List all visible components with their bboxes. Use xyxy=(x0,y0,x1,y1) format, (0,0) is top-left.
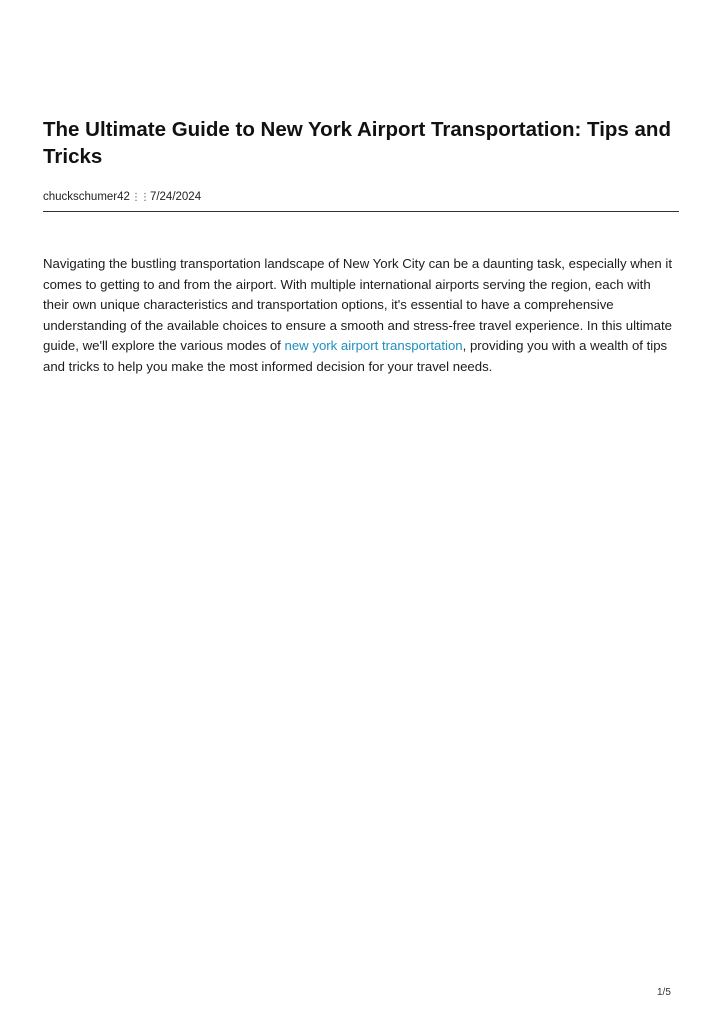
paragraph-text-before-link: Navigating the bustling transportation landscape of New York City can be a daunting task, especially when it comes to getting to and from the airport. With multiple international airports serving the region, each with their own unique characteristics and transportation options, it's essential to have a comprehensive understanding of the available choices to ensure a smooth and stress-free travel experience. In this ultimate guide, we'll explore the various modes of xyxy=(43,256,672,353)
article-paragraph xyxy=(43,254,679,377)
airport-transportation-link[interactable]: new york airport transportation xyxy=(284,338,463,353)
meta-separator-icon: ⋮⋮ xyxy=(130,192,149,203)
paragraph-text-after-link: , providing you with a wealth of tips and tricks to help you make the most informed decision for your travel needs. xyxy=(43,338,668,374)
publish-date: 7/24/2024 xyxy=(149,191,202,203)
page-title: The Ultimate Guide to New York Airport Transportation: Tips and Tricks xyxy=(43,118,671,168)
document-page xyxy=(43,0,679,1018)
author-name: chuckschumer42 xyxy=(43,191,130,203)
article-meta xyxy=(43,190,201,205)
page-number: 1/5 xyxy=(657,987,671,998)
header-divider xyxy=(43,211,679,212)
